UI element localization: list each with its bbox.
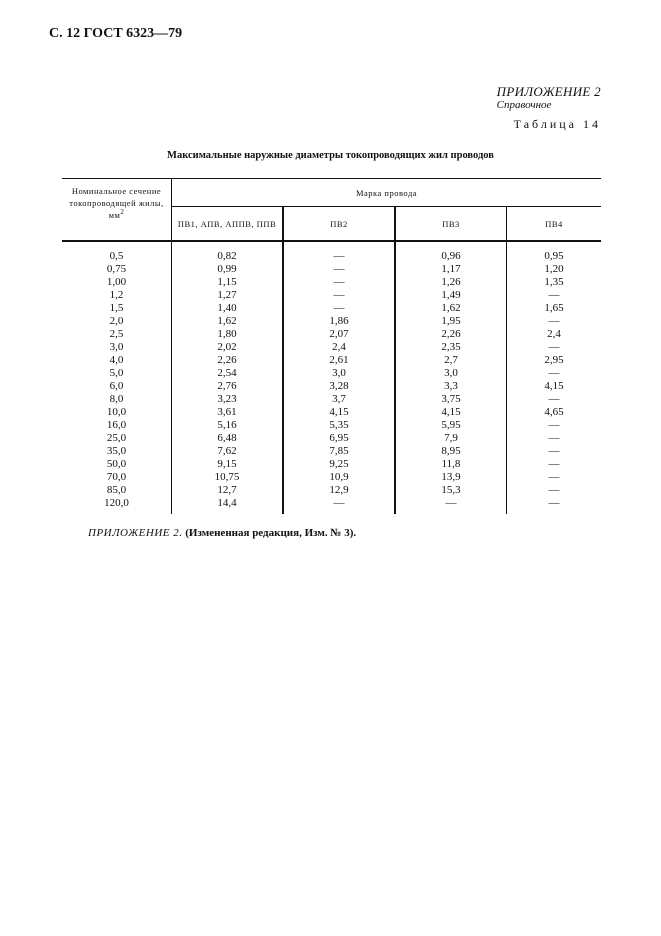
table-cell: 25,0 [106,432,127,444]
table-cell: — [507,432,602,445]
table-cell: 6,0 [109,380,124,392]
table-cell: — [507,471,602,484]
table-cell: 5,95 [395,419,507,432]
table-cell: — [283,263,395,276]
table-row [62,393,601,406]
table-cell: 2,02 [172,341,284,354]
table-cell: 1,26 [395,276,507,289]
table-cell: 1,2 [109,289,124,301]
table-cell: 1,17 [395,263,507,276]
table-cell: 2,07 [283,328,395,341]
table-cell: 14,4 [172,497,284,514]
table-cell: 2,95 [507,354,602,367]
page-header: С. 12 ГОСТ 6323—79 [49,26,183,41]
table-row [62,458,601,471]
col-header-section [62,179,172,242]
table-cell: 0,96 [395,241,507,263]
table-row [62,302,601,315]
table-cell: 0,95 [507,241,602,263]
col-header-pv2: ПВ2 [283,207,395,242]
table-cell: 8,0 [109,393,124,405]
table-cell: 4,15 [395,406,507,419]
table-cell: 1,49 [395,289,507,302]
table-row [62,471,601,484]
table-cell: 0,75 [106,263,127,275]
col-group-header: Марка провода [172,179,602,207]
table-cell: 4,15 [283,406,395,419]
table-cell: 16,0 [106,419,127,431]
table-cell: 1,20 [507,263,602,276]
table-row [62,289,601,302]
table-cell: — [283,241,395,263]
table-cell: — [507,458,602,471]
table-cell: 3,3 [395,380,507,393]
col-header-section-text: Номинальное сечение токопроводящей жилы, мм [69,186,164,220]
table-cell: 3,0 [283,367,395,380]
table-cell: — [283,497,395,514]
table-cell: 0,82 [172,241,284,263]
table-body [62,241,601,514]
table-cell: 1,65 [507,302,602,315]
note-ref: ПРИЛОЖЕНИЕ 2. [88,527,183,539]
table-cell: — [395,497,507,514]
table-cell: 70,0 [106,471,127,483]
table-cell: 15,3 [395,484,507,497]
table-cell: 120,0 [104,497,129,509]
table-cell: 10,9 [283,471,395,484]
table-cell: 2,5 [109,328,124,340]
table-cell: 2,35 [395,341,507,354]
table-row [62,276,601,289]
table-cell: 2,61 [283,354,395,367]
table-row [62,328,601,341]
table-cell: — [507,484,602,497]
table-row [62,406,601,419]
table-cell: 2,76 [172,380,284,393]
table-cell: 2,54 [172,367,284,380]
amendment-note [88,526,601,540]
table-row [62,497,601,514]
table-cell: 6,48 [172,432,284,445]
table-cell: 3,0 [395,367,507,380]
table-cell: 1,15 [172,276,284,289]
table-cell: 3,28 [283,380,395,393]
table-cell: 8,95 [395,445,507,458]
col-header-pv1: ПВ1, АПВ, АППВ, ППВ [172,207,284,242]
table-cell: 0,99 [172,263,284,276]
table-cell: 1,27 [172,289,284,302]
table-row [62,419,601,432]
table-cell: — [507,367,602,380]
table-cell: 1,5 [109,302,124,314]
table-cell: 1,40 [172,302,284,315]
table-cell: — [507,393,602,406]
table-cell: 2,4 [507,328,602,341]
table-cell: 3,75 [395,393,507,406]
table-row [62,367,601,380]
table-cell: 3,61 [172,406,284,419]
table-row [62,484,601,497]
table-section [62,178,601,540]
table-cell: 1,62 [395,302,507,315]
table-cell: 4,0 [109,354,124,366]
table-cell: 35,0 [106,445,127,457]
table-label: Таблица 14 [513,117,601,131]
table-cell: 12,7 [172,484,284,497]
table-cell: 4,15 [507,380,602,393]
table-cell: 5,16 [172,419,284,432]
appendix-label [497,84,601,112]
table-cell: 6,95 [283,432,395,445]
table-cell: 3,23 [172,393,284,406]
table-cell: 7,9 [395,432,507,445]
table-cell: 0,5 [109,250,124,262]
table-cell: 9,25 [283,458,395,471]
table-cell: 3,7 [283,393,395,406]
table-cell: 1,35 [507,276,602,289]
table-row [62,241,601,263]
table-cell: — [283,289,395,302]
table-cell: 2,26 [172,354,284,367]
table-cell: 2,26 [395,328,507,341]
table-cell: 10,75 [172,471,284,484]
table-cell: 2,4 [283,341,395,354]
table-cell: — [507,445,602,458]
table-cell: 5,35 [283,419,395,432]
table-cell: 11,8 [395,458,507,471]
table-cell: 7,85 [283,445,395,458]
table-cell: 2,0 [109,315,124,327]
table-cell: 50,0 [106,458,127,470]
table-row [62,432,601,445]
col-header-pv4: ПВ4 [507,207,602,242]
table-cell: 2,7 [395,354,507,367]
table-cell: 3,0 [109,341,124,353]
table-cell: 1,62 [172,315,284,328]
note-text: (Измененная редакция, Изм. № 3). [185,527,357,539]
table-row [62,445,601,458]
table-cell: 85,0 [106,484,127,496]
table-row [62,263,601,276]
table-cell: 9,15 [172,458,284,471]
table-cell: 12,9 [283,484,395,497]
table-cell: 4,65 [507,406,602,419]
col-header-section-sup: 2 [120,208,125,217]
appendix-subtitle: Справочное [496,99,552,111]
table-cell: — [507,341,602,354]
col-header-pv3: ПВ3 [395,207,507,242]
table-cell: 1,80 [172,328,284,341]
wire-diameter-table [62,178,601,514]
table-cell: — [507,419,602,432]
table-row [62,315,601,328]
appendix-title: ПРИЛОЖЕНИЕ 2 [496,84,601,99]
table-cell: — [507,289,602,302]
table-cell: 10,0 [106,406,127,418]
table-cell: 5,0 [109,367,124,379]
table-cell: 1,86 [283,315,395,328]
table-row [62,354,601,367]
table-cell: 1,95 [395,315,507,328]
table-cell: 13,9 [395,471,507,484]
table-title: Максимальные наружные диаметры токопроводящих жил проводов [167,150,494,161]
table-cell: 1,00 [106,276,127,288]
table-cell: — [283,302,395,315]
table-cell: 7,62 [172,445,284,458]
table-cell: — [283,276,395,289]
table-row [62,341,601,354]
table-cell: — [507,497,602,514]
table-cell: — [507,315,602,328]
table-row [62,380,601,393]
